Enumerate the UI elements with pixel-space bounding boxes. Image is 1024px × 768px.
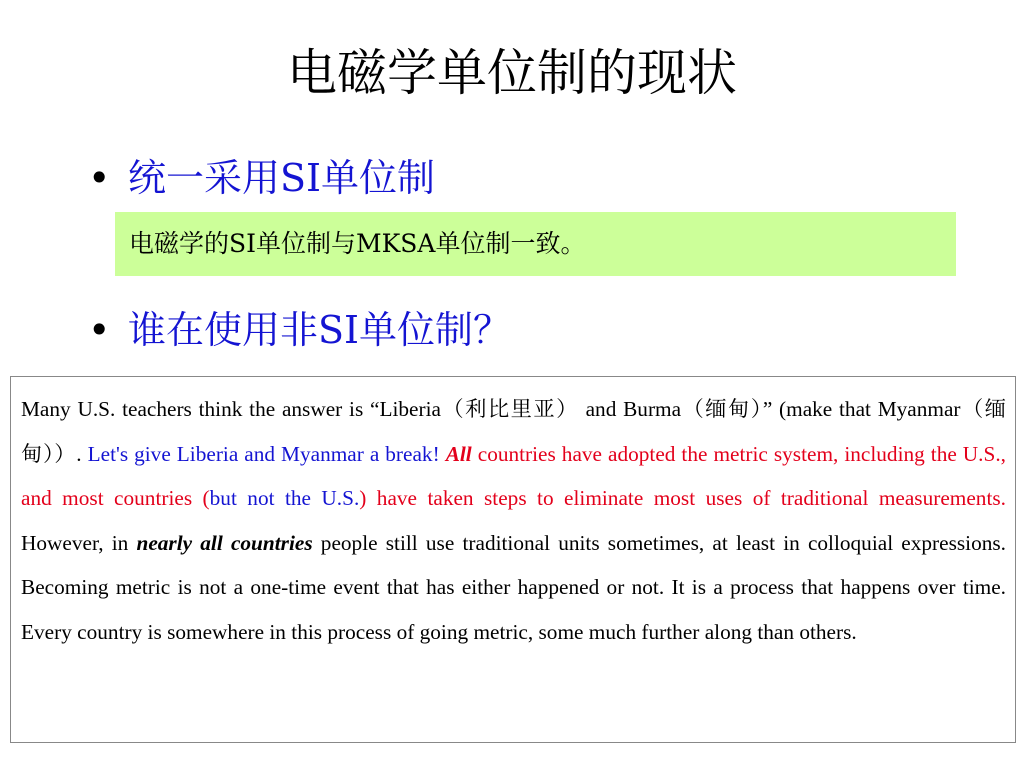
paragraph-segment: people still use traditional units sometimes, at least in colloquial expressions. Becoming metric is not a one-time event that has either happened or not. It is a process that happens over time. Every country is somewhere in this process of going metric, some much further along than others.	[21, 530, 1006, 644]
bullet-label: 谁在使用非SI单位制？	[128, 308, 512, 352]
bullet-label: 统一采用SI单位制	[128, 156, 436, 200]
paragraph-segment: However, in	[21, 530, 137, 555]
quote-text-box	[10, 376, 1016, 743]
paragraph-segment: Many U.S. teachers think the answer is “Liberia（利比里亚） and Burma（缅甸）” (make that Myanmar（缅甸））.	[21, 397, 1006, 466]
note-box	[115, 212, 956, 276]
paragraph-segment-emphasis: nearly all countries	[136, 530, 313, 555]
paragraph-segment-red: ) have taken steps to eliminate most uses of traditional measurements.	[359, 486, 1006, 510]
bullet-si-unified	[88, 153, 435, 203]
bullet-icon: •	[88, 156, 111, 200]
note-text: 电磁学的SI单位制与MKSA单位制一致。	[129, 229, 586, 258]
bullet-icon: •	[88, 308, 111, 352]
paragraph-segment-blue: but not the U.S.	[209, 486, 360, 510]
bullet-non-si	[88, 305, 511, 355]
paragraph-segment-blue: Let's give Liberia and Myanmar a break!	[87, 441, 446, 466]
paragraph-segment-red: countries have adopted the metric system, including the U.S., and most countries (	[21, 441, 1007, 510]
slide-title: 电磁学单位制的现状	[287, 44, 737, 102]
paragraph-segment-red-emphasis: All	[445, 441, 472, 466]
